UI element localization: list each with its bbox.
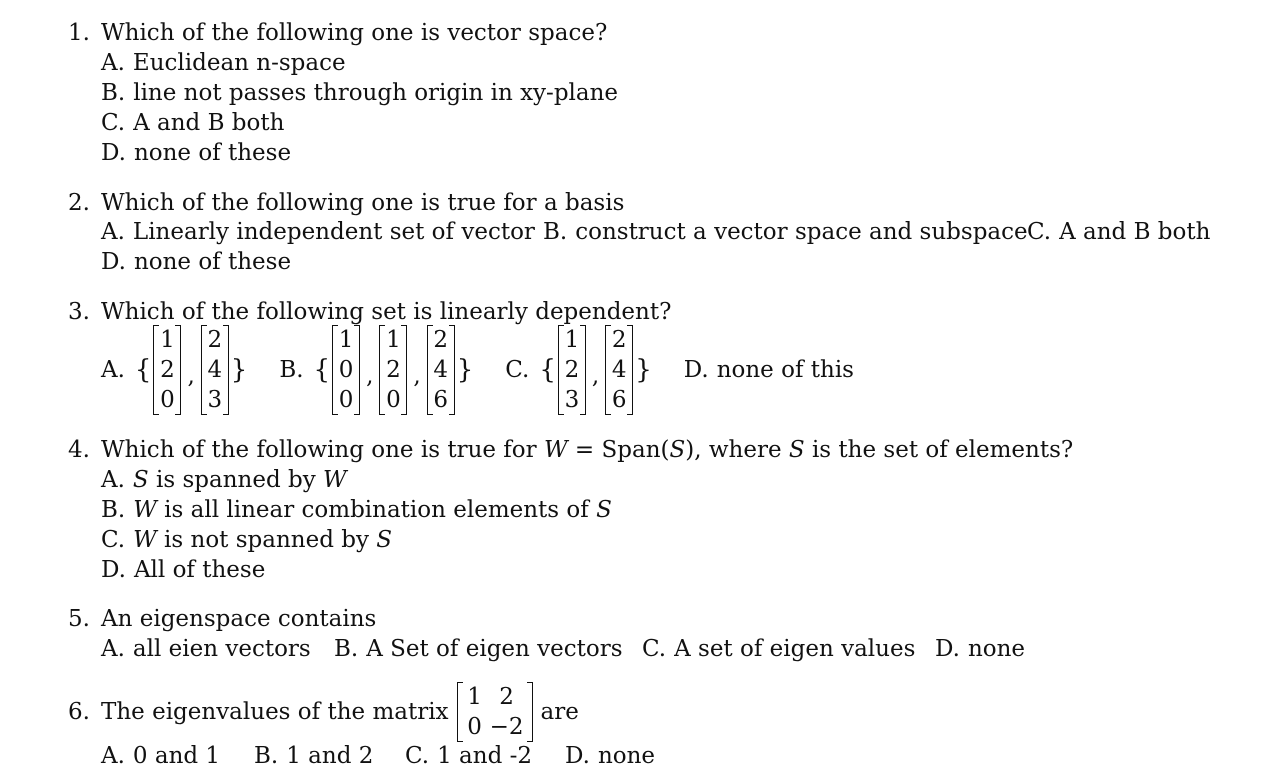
q5-option-a: A. all eien vectors <box>101 636 311 662</box>
q3-option-a-letter: A. <box>101 356 125 383</box>
q1-option-c: C. A and B both <box>101 110 285 136</box>
q3-option-d-text: none of this <box>716 356 854 383</box>
q6-option-d: D. none <box>565 743 656 769</box>
question-4-stem: 4. Which of the following one is true for W = Span(S), where S is the set of elements? <box>68 437 1074 463</box>
q3-b-vector-2: 1 2 0 <box>379 325 407 415</box>
question-text: Which of the following one is true for a basis <box>101 190 625 216</box>
question-number: 3. <box>68 299 90 325</box>
question-text: An eigenspace contains <box>101 606 377 632</box>
q4-option-b: B. W is all linear combination elements of S <box>101 497 612 523</box>
q1-option-d: D. none of these <box>101 140 292 166</box>
q6-option-b: B. 1 and 2 <box>254 743 374 769</box>
q3-option-b-letter: B. <box>279 356 304 383</box>
question-text-after: are <box>540 698 579 725</box>
q4-option-c: C. W is not spanned by S <box>101 527 393 553</box>
q3-c-vector-1: 1 2 3 <box>558 325 586 415</box>
q4-option-d: D. All of these <box>101 557 266 583</box>
q1-option-b: B. line not passes through origin in xy-plane <box>101 80 619 106</box>
question-number: 1. <box>68 20 90 46</box>
question-3-stem <box>68 301 671 324</box>
question-text: Which of the following set is linearly dependent? <box>101 299 672 325</box>
q6-matrix: 1 2 0 −2 <box>457 682 533 742</box>
q3-options-row: A. { 1 2 0 , 2 4 3 } B. { 1 0 0 , 1 2 0 , 2 4 6 } C. { 1 2 3 , 2 4 6 } D. none of this <box>101 327 854 413</box>
q5-option-b: B. A Set of eigen vectors <box>334 636 623 662</box>
q3-a-vector-2: 2 4 3 <box>201 325 229 415</box>
q6-option-c: C. 1 and -2 <box>405 743 533 769</box>
question-3 <box>68 301 671 324</box>
question-5 <box>68 608 376 631</box>
question-2-stem <box>68 192 624 215</box>
q2-option-b: B. construct a vector space and subspace <box>543 219 1028 245</box>
question-number: 5. <box>68 606 90 632</box>
q5-option-d: D. none <box>935 636 1026 662</box>
q3-c-vector-2: 2 4 6 <box>605 325 633 415</box>
q4-option-a: A. S is spanned by W <box>101 467 347 493</box>
question-number: 2. <box>68 190 90 216</box>
q2-option-a: A. Linearly independent set of vector <box>101 219 535 245</box>
q5-option-c: C. A set of eigen values <box>642 636 916 662</box>
q2-option-c: C. A and B both <box>1027 219 1211 245</box>
q3-a-vector-1: 1 2 0 <box>153 325 181 415</box>
question-number: 6. <box>68 698 90 725</box>
q3-b-vector-1: 1 0 0 <box>332 325 360 415</box>
question-5-stem <box>68 608 376 631</box>
question-text-before: The eigenvalues of the matrix <box>101 698 449 725</box>
question-2 <box>68 192 624 215</box>
question-1-stem <box>68 22 607 45</box>
question-4 <box>68 439 1073 462</box>
question-1 <box>68 22 607 45</box>
q3-b-vector-3: 2 4 6 <box>427 325 455 415</box>
question-number: 4. <box>68 437 90 463</box>
question-text: Which of the following one is vector space? <box>101 20 608 46</box>
q2-option-d: D. none of these <box>101 249 292 275</box>
q3-option-c-letter: C. <box>505 356 530 383</box>
question-6 <box>68 682 579 742</box>
q1-option-a: A. Euclidean n-space <box>101 50 346 76</box>
q3-option-d-letter: D. <box>683 356 709 383</box>
q6-option-a: A. 0 and 1 <box>101 743 221 769</box>
